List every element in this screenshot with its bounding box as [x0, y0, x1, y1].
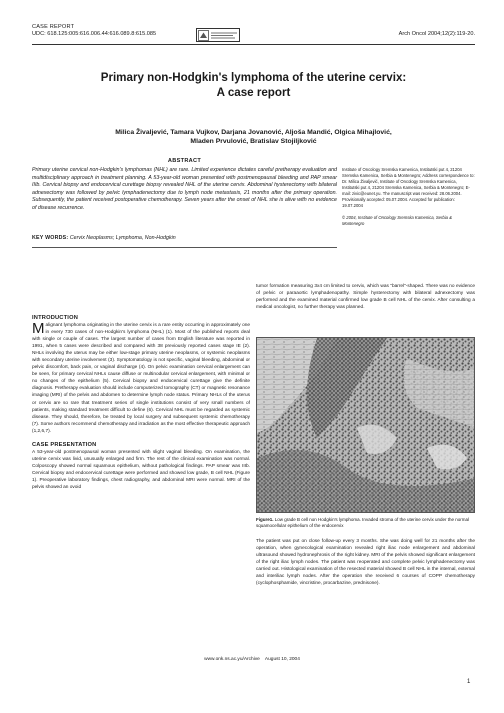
- figure-caption-label: Figure1.: [256, 517, 274, 522]
- abstract-body: Primary uterine cervical non-Hodgkin's lymphomas (NHL) are rare. Limited experience dictates careful pretherapy evaluation and multidisciplinary approach in treatment planning. A 53-year-old woman presented with postmenopausal bleeding and PAP smear IIIb. Cervical biopsy and endocervical curettage biopsy revealed NHL of the uterine cervix. Abdominal hysterectomy with bilateral adnexectomy was followed by pelvic lymphadenectomy due to lymph node metastasis, 21 months after the primary operation. Subsequently, the patient received postoperative chemotherapy. Seven years after the onset of NHL she is alive with no evidence of disease recurrence.: [32, 167, 337, 211]
- journal-logo-icon: [198, 30, 238, 41]
- figure-caption-text: Low grade B cell non Hodgkin's lymphoma. Invaded stroma of the uterine cervix under the normal squamocellular epithelium of the endocervix: [256, 517, 469, 528]
- journal-reference: Arch Oncol 2004;12(2):119-20.: [398, 31, 475, 37]
- title-line-2: A case report: [216, 85, 291, 99]
- article-type-label: CASE REPORT: [32, 24, 75, 30]
- case-presentation-heading: CASE PRESENTATION: [32, 441, 97, 448]
- right-column-top: [256, 283, 475, 311]
- authors-line-2: Mladen Prvulović, Bratislav Stojiljković: [190, 138, 317, 146]
- authors-line-1: Milica Živaljević, Tamara Vujkov, Darjana Jovanović, Aljoša Mandić, Olgica Mihajlović,: [115, 129, 392, 136]
- histology-micrograph-image: [257, 338, 475, 513]
- article-title: [32, 71, 475, 100]
- keywords: [32, 235, 337, 243]
- title-line-1: Primary non-Hodgkin's lymphoma of the uterine cervix:: [100, 71, 407, 84]
- case-presentation-body: A 53-year-old postmenopausal woman presented with slight vaginal bleeding. On examination, the uterine cervix was livid, unusually enlarged and firm. The rest of the clinical examination was normal. Colposcopy showed normal squamous epithelium, without pathological findings. PAP smear was IIIb. Cervical biopsy and endocervical curettage were performed and showed low grade, B cell NHL (Figure 1). Preoperative laboratory findings, chest radiography, and abdominal MRI were normal. MRI of the pelvis showed an ovoid: [32, 449, 250, 490]
- page-number: 1: [467, 679, 471, 685]
- abstract-divider: [32, 247, 337, 248]
- page-footer: [0, 657, 504, 663]
- author-list: [32, 128, 475, 146]
- right-column-bottom: [256, 538, 475, 587]
- affiliation-text: Institute of Oncology Sremska Kamenica, Institutski put 4, 21204 Sremska Kamenica, Serbia & Montenegro; Address correspondence to: Dr. Milica Živaljević, Institute of Oncology Sremska Kamenica, Institutski put 4, 21204 Sremska Kamenica, Serbia & Montenegro; E-mail: zivic@eunet.yu. The manuscript was received: 28.06.2004. Provisionally accepted: 05.07.2004. Accepted for publication: 19.07.2004: [342, 167, 475, 208]
- histology-figure: [256, 337, 475, 513]
- keywords-label: KEY WORDS:: [32, 235, 69, 241]
- footer-url: www.onk.ns.ac.yu/Archive: [204, 657, 260, 662]
- introduction-text: alignant lymphoma originating in the uterine cervix is a rare entity occurring in approximately one in every 730 cases of non-Hodgkin's lymphoma (NHL) (1). Most of the published reports deal with single or couple of cases. The largest number of cases from English literature was reported in 1991, when 5 cases were described and compared with 38 previously reported cases stage IE (2). NHLs involving the uterus may be either low-stage primary uterine neoplasms, or systemic neoplasms with secondary uterine involvement (3). Symptomatology is not specific, vaginal bleeding, abdominal or pelvic discomfort, back pain, or vaginal discharge (4). On pelvic examination cervical enlargement can be seen, for primary cervical NHLs cause diffuse or multinodular cervical enlargement, with minimal or no changes of the epithelium (5). Cervical biopsy and endocervical curettage give the definite diagnosis. Pretherapy evaluation should include computerized tomography (CT) or magnetic resonance imaging (MRI) of the pelvis and abdomen to determine lymph node status. Primary NHLs of the uterus or cervix are so rare that treatment series of single institutions consist of very small numbers of patients, making standard treatment difficult to define (6). Cervical NHL must be regarded as systemic disease. They should, therefore, be treated by local surgery and subsequent systemic chemotherapy (7). Some authors recommend chemotherapy and irradiation as the most effective therapeutic approach (1,2,6,7).: [32, 323, 251, 434]
- header-divider: [32, 44, 475, 45]
- abstract-heading: ABSTRACT: [167, 158, 202, 164]
- introduction-body: [32, 322, 250, 435]
- udc-code: UDC: 618.125:005:616.006.44:616.089.8:615.085: [32, 31, 157, 37]
- figure-caption: [256, 517, 475, 529]
- journal-logo: [196, 28, 240, 42]
- keywords-text: Cervix Neoplasms; Lymphoma, Non-Hodgkin: [69, 235, 176, 241]
- right-column-bottom-text: The patient was put on close follow-up every 3 months. She was doing well for 21 months after the operation, when gynecological examination revealed right iliac node enlargement and abdominal ultrasound showed hydronephrosis of the right kidney. MRI of the pelvis showed significant enlargement of the right iliac lymph nodes. The patient was reoperated and complete pelvic lymphadenectomy was carried out. Histological examination of the resected material showed B cell NHL in the internal, external and interiliac lymph nodes. After the operation she received 6 courses of COPP chemotherapy (cyclophosphamide, vincristine, procarbazine, prednisone).: [256, 539, 475, 587]
- introduction-heading: INTRODUCTION: [32, 315, 79, 321]
- affiliation-sidebar: [342, 167, 475, 227]
- copyright-line: © 2004, Institute of Oncology Sremska Kamenica, Serbia & Montenegro: [342, 215, 452, 226]
- right-column-top-text: tumor formation measuring 3x4 cm limited to cervix, which was "barrel"-shaped. There was no evidence of pelvic or paraaortic lymphadenopathy. Simple hysterectomy with bilateral adnexectomy was performed and the examined material confirmed low grade B cell NHL of the cervix. After consulting a medical oncologist, no further therapy was planned.: [256, 284, 475, 311]
- footer-date: August 10, 2004: [264, 657, 300, 662]
- drop-cap: M: [32, 320, 45, 337]
- left-column: [32, 314, 250, 491]
